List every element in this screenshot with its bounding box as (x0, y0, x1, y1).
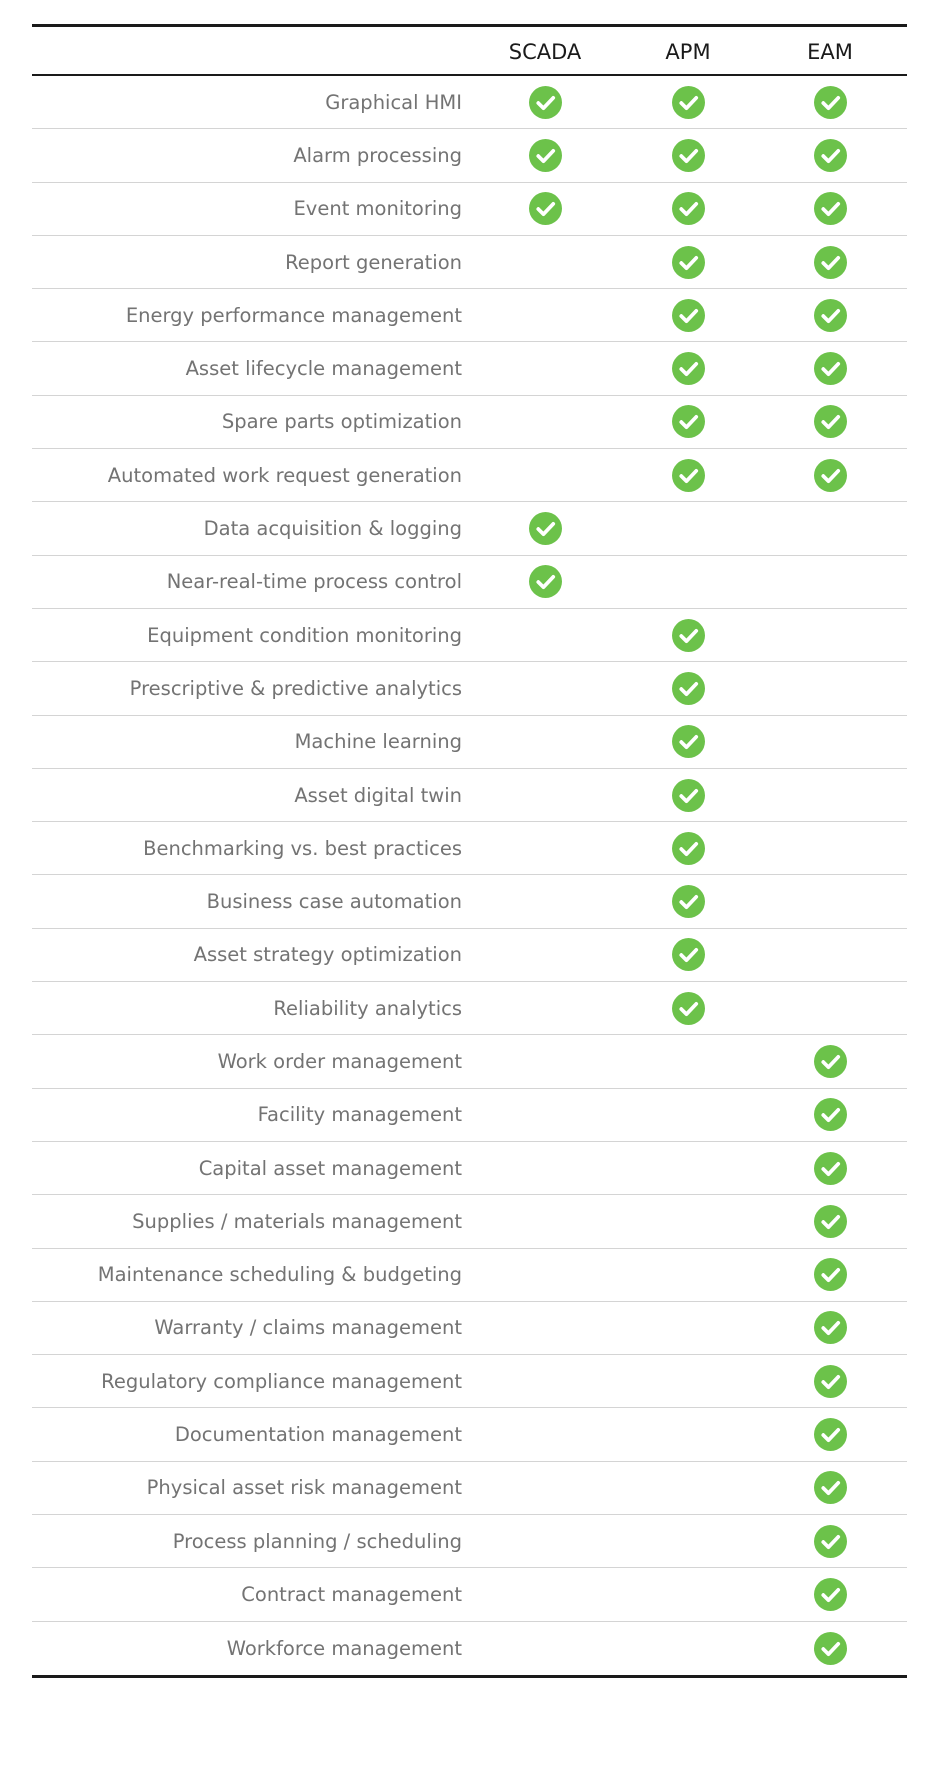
cell-apm (623, 1249, 753, 1301)
cell-apm (623, 1355, 753, 1407)
feature-label: Capital asset management (198, 1156, 462, 1180)
cell-apm (623, 1302, 753, 1354)
check-circle-icon (814, 1525, 847, 1558)
cell-apm (623, 556, 753, 608)
table-row (32, 1302, 907, 1355)
cell-apm (623, 1515, 753, 1567)
cell-eam (765, 1195, 895, 1247)
column-header-eam: EAM (807, 40, 853, 64)
feature-label: Graphical HMI (325, 90, 462, 114)
cell-scada (480, 502, 610, 554)
cell-scada (480, 662, 610, 714)
cell-scada (480, 1142, 610, 1194)
table-row (32, 1462, 907, 1515)
cell-eam (765, 1568, 895, 1620)
check-circle-icon (672, 86, 705, 119)
cell-eam (765, 289, 895, 341)
check-circle-icon (672, 885, 705, 918)
feature-label: Event monitoring (293, 197, 462, 221)
cell-scada (480, 76, 610, 128)
cell-eam (765, 502, 895, 554)
check-circle-icon (814, 352, 847, 385)
check-circle-icon (814, 1152, 847, 1185)
table-row (32, 982, 907, 1035)
check-circle-icon (672, 779, 705, 812)
cell-apm (623, 982, 753, 1034)
cell-eam (765, 769, 895, 821)
cell-apm (623, 236, 753, 288)
table-row (32, 129, 907, 182)
cell-eam (765, 875, 895, 927)
cell-scada (480, 1195, 610, 1247)
check-circle-icon (529, 139, 562, 172)
column-header-apm: APM (665, 40, 711, 64)
table-row (32, 1408, 907, 1461)
cell-scada (480, 716, 610, 768)
cell-apm (623, 342, 753, 394)
table-row (32, 929, 907, 982)
cell-apm (623, 769, 753, 821)
table-row (32, 502, 907, 555)
cell-eam (765, 129, 895, 181)
check-circle-icon (814, 1418, 847, 1451)
cell-eam (765, 1622, 895, 1675)
feature-label: Prescriptive & predictive analytics (129, 676, 462, 700)
table-body (32, 76, 907, 1675)
feature-label: Maintenance scheduling & budgeting (97, 1263, 462, 1287)
cell-scada (480, 875, 610, 927)
cell-eam (765, 662, 895, 714)
feature-label: Supplies / materials management (132, 1209, 462, 1233)
cell-scada (480, 1355, 610, 1407)
feature-label: Warranty / claims management (154, 1316, 462, 1340)
cell-eam (765, 1302, 895, 1354)
table-row (32, 556, 907, 609)
feature-label: Machine learning (294, 730, 462, 754)
feature-label: Regulatory compliance management (101, 1369, 462, 1393)
table-row (32, 1142, 907, 1195)
table-row (32, 716, 907, 769)
cell-apm (623, 1035, 753, 1087)
feature-label: Automated work request generation (107, 463, 462, 487)
check-circle-icon (814, 246, 847, 279)
check-circle-icon (529, 512, 562, 545)
table-row (32, 1355, 907, 1408)
cell-apm (623, 1622, 753, 1675)
cell-scada (480, 236, 610, 288)
cell-eam (765, 609, 895, 661)
table-row (32, 662, 907, 715)
check-circle-icon (814, 1258, 847, 1291)
cell-eam (765, 183, 895, 235)
feature-comparison-table (32, 24, 907, 1678)
check-circle-icon (672, 832, 705, 865)
check-circle-icon (672, 139, 705, 172)
cell-scada (480, 289, 610, 341)
feature-label: Physical asset risk management (146, 1476, 462, 1500)
table-row (32, 396, 907, 449)
table-row (32, 769, 907, 822)
feature-label: Data acquisition & logging (203, 517, 462, 541)
cell-eam (765, 449, 895, 501)
cell-scada (480, 929, 610, 981)
check-circle-icon (814, 459, 847, 492)
table-row (32, 1515, 907, 1568)
cell-apm (623, 662, 753, 714)
check-circle-icon (672, 192, 705, 225)
cell-scada (480, 982, 610, 1034)
cell-apm (623, 289, 753, 341)
cell-eam (765, 716, 895, 768)
table-row (32, 289, 907, 342)
feature-label: Workforce management (226, 1636, 462, 1660)
cell-eam (765, 1089, 895, 1141)
cell-scada (480, 1622, 610, 1675)
cell-eam (765, 1515, 895, 1567)
cell-apm (623, 929, 753, 981)
table-header (32, 27, 907, 76)
cell-apm (623, 822, 753, 874)
cell-scada (480, 1249, 610, 1301)
cell-scada (480, 449, 610, 501)
cell-scada (480, 1302, 610, 1354)
cell-apm (623, 1089, 753, 1141)
cell-eam (765, 1355, 895, 1407)
check-circle-icon (814, 1311, 847, 1344)
check-circle-icon (814, 1205, 847, 1238)
feature-label: Reliability analytics (273, 996, 462, 1020)
table-row (32, 1249, 907, 1302)
cell-scada (480, 1515, 610, 1567)
check-circle-icon (814, 1578, 847, 1611)
table-row (32, 76, 907, 129)
cell-scada (480, 1408, 610, 1460)
cell-eam (765, 1249, 895, 1301)
check-circle-icon (814, 139, 847, 172)
feature-label: Documentation management (174, 1423, 462, 1447)
check-circle-icon (672, 352, 705, 385)
cell-scada (480, 396, 610, 448)
check-circle-icon (814, 1632, 847, 1665)
cell-apm (623, 396, 753, 448)
cell-apm (623, 1568, 753, 1620)
cell-eam (765, 342, 895, 394)
check-circle-icon (672, 299, 705, 332)
table-row (32, 183, 907, 236)
cell-eam (765, 1035, 895, 1087)
column-header-scada: SCADA (508, 40, 582, 64)
check-circle-icon (672, 619, 705, 652)
check-circle-icon (672, 992, 705, 1025)
feature-label: Alarm processing (293, 143, 462, 167)
cell-apm (623, 449, 753, 501)
cell-apm (623, 183, 753, 235)
cell-scada (480, 129, 610, 181)
check-circle-icon (814, 299, 847, 332)
cell-apm (623, 609, 753, 661)
check-circle-icon (672, 725, 705, 758)
cell-eam (765, 236, 895, 288)
cell-apm (623, 1195, 753, 1247)
check-circle-icon (814, 1045, 847, 1078)
feature-label: Benchmarking vs. best practices (143, 836, 462, 860)
cell-scada (480, 183, 610, 235)
cell-apm (623, 76, 753, 128)
cell-eam (765, 1408, 895, 1460)
feature-label: Contract management (241, 1582, 462, 1606)
cell-scada (480, 1035, 610, 1087)
check-circle-icon (529, 86, 562, 119)
check-circle-icon (672, 246, 705, 279)
check-circle-icon (814, 1471, 847, 1504)
cell-apm (623, 875, 753, 927)
check-circle-icon (672, 938, 705, 971)
feature-label: Equipment condition monitoring (147, 623, 462, 647)
feature-label: Asset digital twin (294, 783, 462, 807)
cell-apm (623, 716, 753, 768)
cell-apm (623, 502, 753, 554)
check-circle-icon (814, 1365, 847, 1398)
cell-eam (765, 76, 895, 128)
feature-label: Asset strategy optimization (193, 943, 462, 967)
table-row (32, 1195, 907, 1248)
feature-label: Energy performance management (125, 303, 462, 327)
check-circle-icon (672, 405, 705, 438)
table-row (32, 1622, 907, 1675)
cell-eam (765, 396, 895, 448)
check-circle-icon (814, 405, 847, 438)
check-circle-icon (672, 459, 705, 492)
check-circle-icon (814, 192, 847, 225)
cell-apm (623, 1142, 753, 1194)
cell-apm (623, 1408, 753, 1460)
cell-eam (765, 556, 895, 608)
feature-label: Process planning / scheduling (172, 1529, 462, 1553)
table-row (32, 236, 907, 289)
cell-scada (480, 609, 610, 661)
cell-scada (480, 822, 610, 874)
feature-label: Asset lifecycle management (185, 357, 462, 381)
check-circle-icon (814, 1098, 847, 1131)
check-circle-icon (672, 672, 705, 705)
feature-label: Work order management (217, 1049, 462, 1073)
check-circle-icon (814, 86, 847, 119)
table-row (32, 1089, 907, 1142)
feature-label: Report generation (285, 250, 462, 274)
cell-eam (765, 929, 895, 981)
cell-scada (480, 1089, 610, 1141)
cell-scada (480, 1568, 610, 1620)
table-row (32, 1035, 907, 1088)
table-row (32, 342, 907, 395)
cell-eam (765, 1142, 895, 1194)
table-row (32, 1568, 907, 1621)
table-row (32, 449, 907, 502)
table-row (32, 822, 907, 875)
cell-eam (765, 1462, 895, 1514)
cell-scada (480, 556, 610, 608)
cell-scada (480, 769, 610, 821)
feature-label: Facility management (257, 1103, 462, 1127)
cell-eam (765, 982, 895, 1034)
table-row (32, 875, 907, 928)
cell-scada (480, 342, 610, 394)
feature-label: Spare parts optimization (221, 410, 462, 434)
table-row (32, 609, 907, 662)
feature-label: Near-real-time process control (166, 570, 462, 594)
cell-apm (623, 129, 753, 181)
cell-apm (623, 1462, 753, 1514)
check-circle-icon (529, 565, 562, 598)
cell-eam (765, 822, 895, 874)
cell-scada (480, 1462, 610, 1514)
feature-label: Business case automation (206, 890, 462, 914)
check-circle-icon (529, 192, 562, 225)
